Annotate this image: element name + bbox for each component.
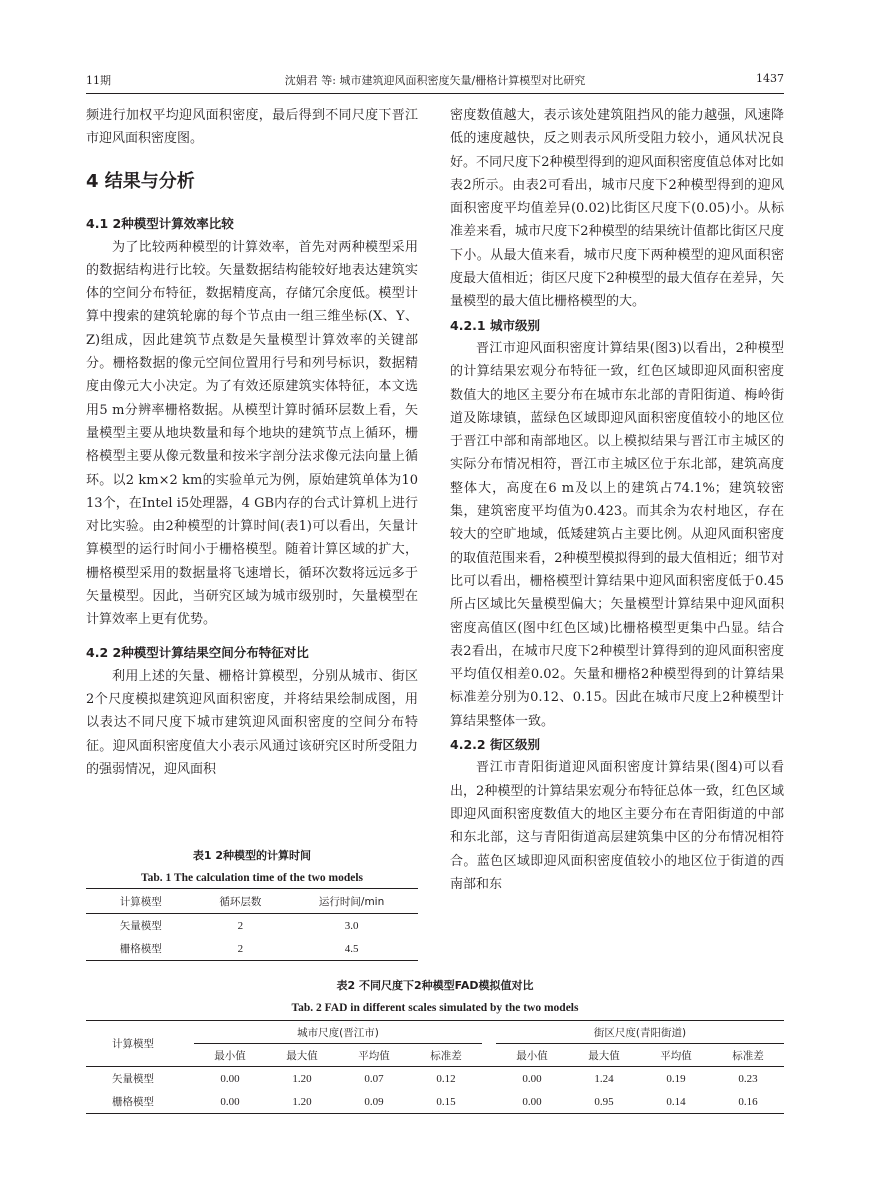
table-cell: 0.16 <box>712 1090 784 1114</box>
table-cell: 1.20 <box>266 1090 338 1114</box>
table-row <box>86 1090 784 1114</box>
table-1-caption-cn: 表1 2种模型的计算时间 <box>192 849 312 862</box>
section-4-title: 4 结果与分析 <box>86 170 195 192</box>
section-4-1-paragraph: 为了比较两种模型的计算效率，首先对两种模型采用的数据结构进行比较。矢量数据结构能较好地表达建筑实体的空间分布特征，数据精度高，存储冗余度低。模型计算中搜索的建筑轮廓的每个节点由一组三维坐标(X、Y、Z)组成，因此建筑节点数是矢量模型计算效率的关键部分。栅格数据的像元空间位置用行号和列号标识，数据精度由像元大小决定。为了有效还原建筑实体特征，本文选用5 m分辨率栅格数据。从模型计算时循环层数上看，矢量模型主要从地块数量和每个地块的建筑节点上循环，栅格模型主要从像元数量和按米字剖分法求像元法向量上循环。以2 km×2 km的实验单元为例，原始建筑单体为1013个，在Intel i5处理器，4 GB内存的台式计算机上进行对比实验。由2种模型的计算时间(表1)可以看出，矢量计算模型的运行时间小于栅格模型。随着计算区域的扩大，栅格模型采用的数据量将飞速增长，循环次数将远远多于矢量模型。因此，当研究区域为城市级别时，矢量模型在计算效率上更有优势。 <box>86 239 418 628</box>
table-header: 计算模型 <box>86 889 196 914</box>
section-4-2-title: 4.2 2种模型计算结果空间分布特征对比 <box>86 644 309 660</box>
table-2-caption-en: Tab. 2 FAD in different scales simulated by the two models <box>291 1002 579 1014</box>
table-cell: 矢量模型 <box>112 1073 154 1085</box>
table-cell: 0.23 <box>738 1072 758 1085</box>
section-4-2-2-paragraph: 晋江市青阳街道迎风面积密度计算结果(图4)可以看出，2种模型的计算结果宏观分布特征总体一致，红色区域即迎风面积密度数值大的地区主要分布在青阳街道的中部和东北部，这与青阳街道高层建筑集中区的分布情况相符合。蓝色区域即迎风面积密度值较小的地区位于街道的西南部和东 <box>450 760 784 892</box>
table-cell: 4.5 <box>285 937 418 961</box>
table-header-row <box>86 1021 784 1044</box>
table-cell: 0.00 <box>220 1072 240 1085</box>
table-header: 最小值 <box>496 1044 568 1067</box>
table-row <box>86 937 418 961</box>
table-cell: 矢量模型 <box>119 920 162 932</box>
table-group-header-block: 街区尺度(青阳街道) <box>496 1021 784 1044</box>
table-header: 最大值 <box>568 1044 640 1067</box>
table-cell: 0.14 <box>640 1090 712 1114</box>
section-4-2-1-paragraph: 晋江市迎风面积密度计算结果(图3)以看出，2种模型的计算结果宏观分布特征一致，红色区域即迎风面积密度数值大的地区主要分布在城市东北部的青阳街道、梅岭街道及陈埭镇，蓝绿色区域即迎风面积密度值较小的地区位于晋江中部和南部地区。以上模拟结果与晋江市主城区的实际分布情况相符，晋江市主城区位于东北部，建筑高度整体大，高度在6 m及以上的建筑占74.1%；建筑较密集，建筑密度平均值为0.423。而其余为农村地区，存在较大的空旷地域，低矮建筑占主要比例。从迎风面积密度的取值范围来看，2种模型模拟得到的最大值相近；细节对比可以看出，栅格模型计算结果中迎风面积密度低于0.45所占区域比矢量模型偏大；矢量模型计算结果中迎风面积密度高值区(图中红色区域)比栅格模型更集中凸显。结合表2看出，在城市尺度下2种模型计算得到的迎风面积密度平均值仅相差0.02。矢量和栅格2种模型得到的计算结果标准差分别为0.12、0.15。因此在城市尺度上2种模型计算结果整体一致。 <box>450 340 784 729</box>
table-cell: 栅格模型 <box>86 1090 180 1114</box>
table-cell: 0.00 <box>496 1090 568 1114</box>
table-cell: 1.20 <box>292 1072 312 1085</box>
page-number: 1437 <box>756 72 784 85</box>
table-header: 标准差 <box>410 1044 482 1067</box>
running-header <box>86 72 784 90</box>
table-group-header-city: 城市尺度(晋江市) <box>194 1021 482 1044</box>
right-column <box>450 104 784 896</box>
table-cell: 栅格模型 <box>86 937 196 961</box>
header-rule <box>86 93 784 94</box>
table-header-row <box>86 889 418 914</box>
left-column <box>86 104 418 781</box>
table-cell: 2 <box>237 919 244 932</box>
section-4-1-title: 4.1 2种模型计算效率比较 <box>86 215 234 231</box>
column-gap <box>482 1067 496 1091</box>
table-header: 最大值 <box>266 1044 338 1067</box>
column-gap <box>180 1021 194 1067</box>
table-2-caption-cn: 表2 不同尺度下2种模型FAD模拟值对比 <box>336 979 534 992</box>
table-2 <box>86 1020 784 1114</box>
table-cell: 0.19 <box>666 1072 686 1085</box>
table-row <box>86 914 418 938</box>
section-4-2-1-title: 4.2.1 城市级别 <box>450 317 540 333</box>
table-row <box>86 1067 784 1091</box>
table-cell: 0.12 <box>436 1072 456 1085</box>
table-cell: 0.15 <box>410 1090 482 1114</box>
paragraph-continued-right: 密度数值越大，表示该处建筑阻挡风的能力越强，风速降低的速度越快，反之则表示风所受阻力较小，通风状况良好。不同尺度下2种模型得到的迎风面积密度值总体对比如表2所示。由表2可看出，城市尺度下2种模型得到的迎风面积密度平均值差异(0.02)比街区尺度下(0.05)小。从标准差来看，城市尺度下2种模型的结果统计值都比街区尺度下小。从最大值来看，城市尺度下两种模型的迎风面积密度最大值相近；街区尺度下2种模型的最大值存在差异，矢量模型的最大值比栅格模型的大。 <box>450 108 784 310</box>
table-header: 平均值 <box>640 1044 712 1067</box>
table-cell: 2 <box>196 937 286 961</box>
table-cell: 0.09 <box>338 1090 410 1114</box>
issue-number: 11期 <box>86 74 111 87</box>
table-1 <box>86 888 418 961</box>
table-header: 运行时间/min <box>285 889 418 914</box>
table-header: 平均值 <box>338 1044 410 1067</box>
section-4-2-2-title: 4.2.2 街区级别 <box>450 737 540 753</box>
table-cell: 0.00 <box>194 1090 266 1114</box>
table-cell: 0.95 <box>568 1090 640 1114</box>
table-cell: 0.00 <box>522 1072 542 1085</box>
table-1-caption <box>86 845 418 889</box>
table-cell: 1.24 <box>594 1072 614 1085</box>
section-4-2-paragraph: 利用上述的矢量、栅格计算模型，分别从城市、街区2个尺度模拟建筑迎风面积密度，并将结果绘制成图，用以表达不同尺度下城市建筑迎风面积密度的空间分布特征。迎风面积密度值大小表示风通过该研究区时所受阻力的强弱情况，迎风面积 <box>86 668 418 777</box>
column-gap <box>482 1090 496 1114</box>
table-header: 最小值 <box>194 1044 266 1067</box>
table-cell: 0.07 <box>364 1072 384 1085</box>
table-cell: 3.0 <box>344 919 359 932</box>
table-header: 循环层数 <box>196 889 286 914</box>
table-1-caption-en: Tab. 1 The calculation time of the two models <box>140 872 363 884</box>
column-gap <box>482 1021 496 1067</box>
paragraph-continued: 频进行加权平均迎风面积密度，最后得到不同尺度下晋江市迎风面积密度图。 <box>86 108 418 147</box>
column-gap <box>180 1090 194 1114</box>
table-header: 计算模型 <box>86 1021 180 1067</box>
running-title: 沈娟君 等: 城市建筑迎风面积密度矢量/栅格计算模型对比研究 <box>284 74 586 87</box>
table-header: 标准差 <box>712 1044 784 1067</box>
column-gap <box>180 1067 194 1091</box>
